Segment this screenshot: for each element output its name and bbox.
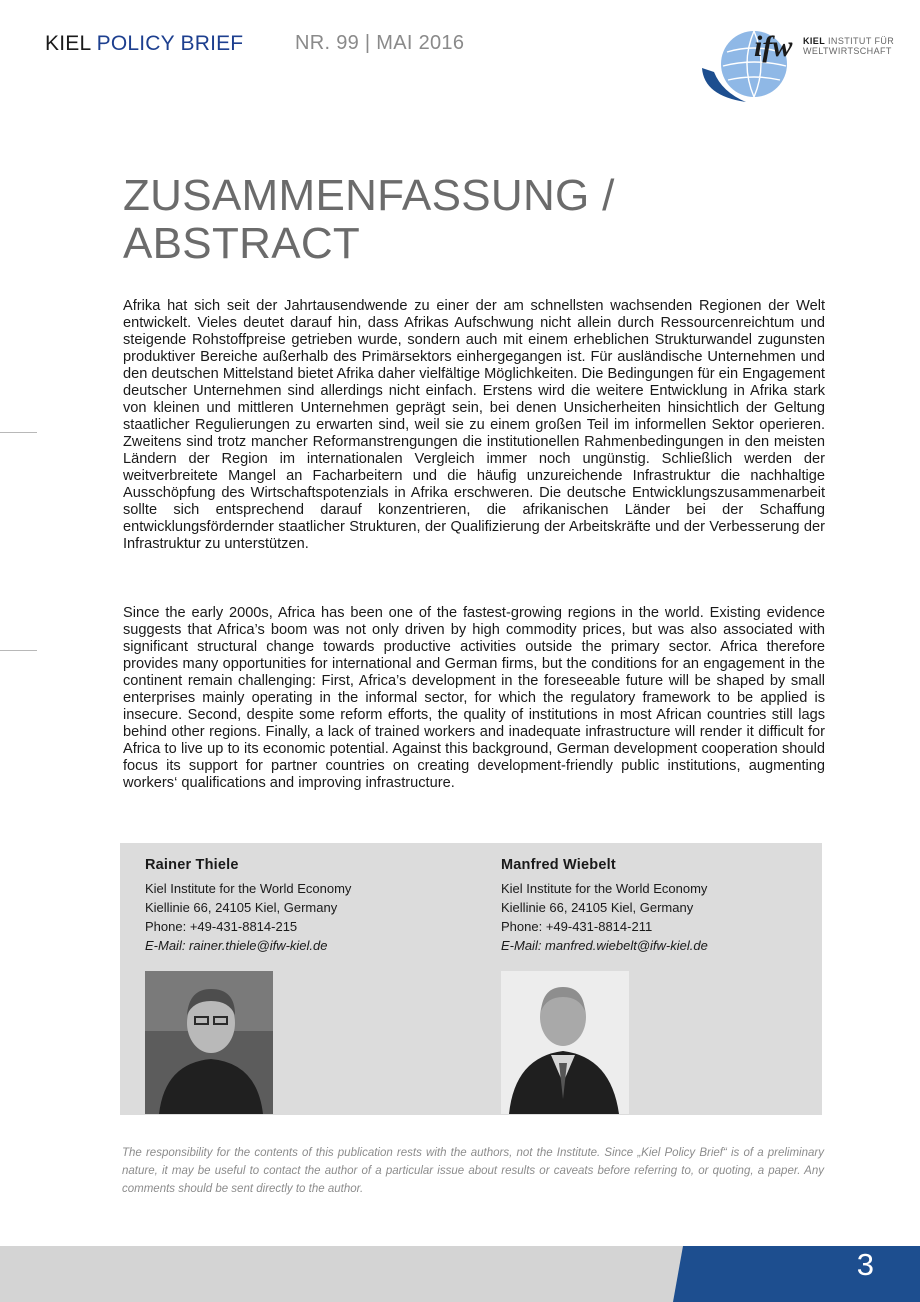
author-address: Kiellinie 66, 24105 Kiel, Germany [501,900,694,915]
author-name: Rainer Thiele [145,857,239,873]
ifw-logo [700,22,900,104]
author-institute: Kiel Institute for the World Economy [501,881,708,896]
margin-mark [0,432,37,433]
author-card [501,857,708,955]
abstract-german: Afrika hat sich seit der Jahrtausendwende zu einer der am schnellsten wachsenden Regionen der Welt entwickelt. Vieles deutet darauf hin, dass Afrikas Aufschwung nicht allein durch Ressourcenreichtum und steigende Rohstoffpreise getrieben wurde, sondern auch mit einem erheblichen Strukturwandel zugunsten produktiver Bereiche außerhalb des Primärsektors einhergegangen ist. Für ausländische Unternehmen und den deutschen Mittelstand bietet Afrika daher vielfältige Möglichkeiten. Die Bedingungen für ein Engagement deutscher Unternehmen sind allerdings nicht einfach. Erstens wird die weitere Entwicklung in Afrika stark von kleinen und mittleren Unternehmen geprägt sein, bei denen Unsicherheiten hinsichtlich der Geltung staatlicher Regulierungen zu erwarten sind, weil sie zu einem großen Teil im informellen Sektor operieren. Zweitens sind trotz mancher Reformanstrengungen die institutionellen Rahmenbedingungen in den meisten Ländern der Region im internationalen Vergleich immer noch ungünstig. Schließlich werden der weitverbreitete Mangel an Facharbeitern und die häufig unzureichende Infrastruktur die nachhaltige Ausschöpfung des Wirtschaftspotenzials in Afrika erschweren. Die deutsche Entwicklungszusammenarbeit sollte sich entsprechend darauf konzentrieren, die afrikanischen Länder bei der Schaffung entwicklungsfördernder staatlicher Strukturen, der Qualifizierung der Arbeitskräfte und der Verbesserung der Infrastruktur zu unterstützen. [123,298,825,552]
issue-label: NR. 99 | MAI 2016 [295,32,465,54]
disclaimer: The responsibility for the contents of this publication rests with the authors, not the Institute. Since „Kiel Policy Brief“ is of a preliminary nature, it may be useful to contact the author of a particular issue about results or caveats before referring to, or quoting, a paper. Any comments should be sent directly to the author. [122,1147,824,1195]
authors-box [120,843,822,1115]
author-email[interactable]: E-Mail: rainer.thiele@ifw-kiel.de [145,938,328,953]
footer-accent [673,1246,920,1302]
author-photo-wiebelt [501,971,629,1114]
series-title [45,32,243,56]
author-phone: Phone: +49-431-8814-211 [501,919,653,934]
ifw-mark: ifw [754,30,793,63]
series-name: POLICY BRIEF [96,32,244,55]
abstract-english: Since the early 2000s, Africa has been one of the fastest-growing regions in the world. Existing evidence suggests that Africa’s boom was not only driven by high commodity prices, but was also associated with significant structural change towards productive activities outside the primary sector. Africa therefore provides many opportunities for international and German firms, but the conditions for an engagement in the continent remain challenging: First, Africa’s development in the foreseeable future will be shaped by small enterprises mainly operating in the informal sector, for which the regulatory framework to be applied is insecure. Second, despite some reform efforts, the quality of institutions in most African countries still lags behind other regions. Finally, a lack of trained workers and inadequate infrastructure will render it difficult for Africa to live up to its economic potential. Against this background, German development cooperation should focus its support for partner countries on creating development-friendly public institutions, augmenting workers‘ qualifications and improving infrastructure. [123,605,825,791]
logo-kiel: KIEL [803,36,826,46]
series-prefix: KIEL [45,32,91,55]
page-title [123,172,843,268]
page-number: 3 [856,1247,874,1282]
margin-mark [0,650,37,651]
author-address: Kiellinie 66, 24105 Kiel, Germany [145,900,338,915]
author-card [145,857,351,955]
title-line-1: ZUSAMMENFASSUNG / [123,171,615,220]
author-institute: Kiel Institute for the World Economy [145,881,352,896]
logo-institut: INSTITUT FÜR [828,36,895,46]
author-phone: Phone: +49-431-8814-215 [145,919,298,934]
logo-institute-name [803,36,894,56]
title-line-2: ABSTRACT [123,219,361,268]
author-name: Manfred Wiebelt [501,857,616,873]
author-photo-thiele [145,971,273,1114]
logo-weltwirtschaft: WELTWIRTSCHAFT [803,46,892,56]
author-email[interactable]: E-Mail: manfred.wiebelt@ifw-kiel.de [501,938,708,953]
